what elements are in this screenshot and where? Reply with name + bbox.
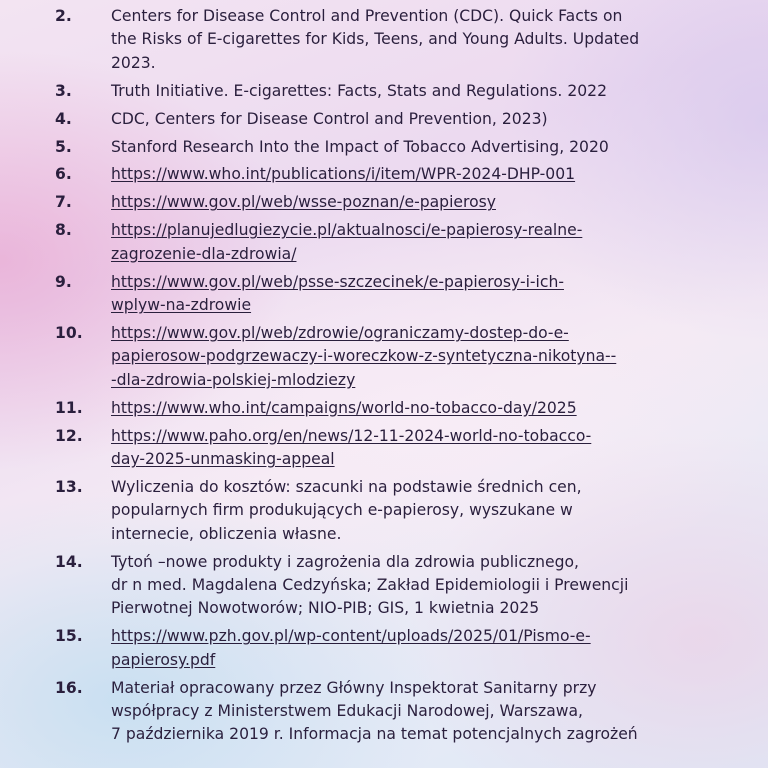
reference-number: 2. [55, 7, 72, 25]
reference-link-line[interactable]: https://www.who.int/campaigns/world-no-tobacco-day/2025 [111, 398, 577, 417]
reference-link[interactable] [111, 271, 728, 318]
reference-link-line[interactable]: papierosow-podgrzewaczy-i-woreczkow-z-syntetyczna-nikotyna-- [111, 347, 617, 366]
reference-item [0, 271, 768, 318]
reference-item [0, 625, 768, 672]
reference-number: 6. [55, 165, 72, 184]
reference-item [0, 677, 768, 747]
reference-link-line[interactable]: https://www.gov.pl/web/psse-szczecinek/e-papierosy-i-ich- [111, 272, 564, 291]
reference-number: 5. [55, 137, 72, 156]
reference-text-line: the Risks of E-cigarettes for Kids, Teens, and Young Adults. Updated [111, 30, 640, 49]
reference-number: 3. [55, 81, 72, 100]
reference-text-line: popularnych firm produkujących e-papierosy, wyszukane w [111, 501, 573, 520]
reference-number: 4. [55, 109, 72, 128]
reference-link-line[interactable]: papierosy.pdf [111, 650, 216, 669]
reference-number: 16. [55, 678, 83, 697]
reference-link[interactable] [111, 322, 728, 392]
reference-item [0, 476, 768, 546]
reference-link-line[interactable]: -dla-zdrowia-polskiej-mlodziezy [111, 370, 356, 389]
reference-number: 15. [55, 627, 83, 646]
reference-link[interactable] [111, 191, 728, 214]
reference-number: 10. [55, 323, 83, 342]
reference-link[interactable] [111, 425, 728, 472]
reference-link-line[interactable]: https://www.who.int/publications/i/item/WPR-2024-DHP-001 [111, 165, 576, 184]
reference-link-line[interactable]: https://planujedlugiezycie.pl/aktualnosci/e-papierosy-realne- [111, 221, 583, 240]
reference-number: 8. [55, 221, 72, 240]
reference-text-line: CDC, Centers for Disease Control and Prevention, 2023) [111, 109, 548, 128]
reference-item [0, 80, 768, 103]
reference-number: 11. [55, 398, 83, 417]
reference-item [0, 191, 768, 214]
reference-item [0, 425, 768, 472]
reference-link-line[interactable]: https://www.pzh.gov.pl/wp-content/uploads/2025/01/Pismo-e- [111, 627, 591, 646]
reference-text-line: współpracy z Ministerstwem Edukacji Narodowej, Warszawa, [111, 701, 584, 720]
reference-link[interactable] [111, 163, 728, 186]
reference-text [111, 136, 728, 159]
reference-text-line: Materiał opracowany przez Główny Inspektorat Sanitarny przy [111, 678, 597, 697]
reference-link[interactable] [111, 397, 728, 420]
reference-text-line: Centers for Disease Control and Prevention (CDC). Quick Facts on [111, 7, 623, 25]
reference-item [0, 551, 768, 621]
reference-link-line[interactable]: https://www.gov.pl/web/zdrowie/ograniczamy-dostep-do-e- [111, 323, 569, 342]
reference-item [0, 5, 768, 75]
reference-item [0, 163, 768, 186]
reference-link-line[interactable]: https://www.paho.org/en/news/12-11-2024-world-no-tobacco- [111, 426, 592, 445]
reference-text [111, 677, 728, 747]
reference-text-line: Stanford Research Into the Impact of Tobacco Advertising, 2020 [111, 137, 609, 156]
reference-link-line[interactable]: https://www.gov.pl/web/wsse-poznan/e-papierosy [111, 193, 496, 212]
reference-text-line: Truth Initiative. E-cigarettes: Facts, Stats and Regulations. 2022 [111, 81, 608, 100]
reference-text [111, 551, 728, 621]
reference-text-line: Tytoń –nowe produkty i zagrożenia dla zdrowia publicznego, [111, 552, 580, 571]
reference-number: 14. [55, 552, 83, 571]
reference-item [0, 136, 768, 159]
reference-number: 13. [55, 477, 83, 496]
reference-number: 9. [55, 272, 72, 291]
reference-text-line: 2023. [111, 53, 156, 72]
reference-number: 12. [55, 426, 83, 445]
reference-text-line: Pierwotnej Nowotworów; NIO-PIB; GIS, 1 kwietnia 2025 [111, 599, 540, 618]
reference-text [111, 5, 728, 75]
reference-link-line[interactable]: zagrozenie-dla-zdrowia/ [111, 244, 297, 263]
reference-text-line: Wyliczenia do kosztów: szacunki na podstawie średnich cen, [111, 477, 582, 496]
reference-text-line: internecie, obliczenia własne. [111, 524, 342, 543]
reference-link-line[interactable]: wplyw-na-zdrowie [111, 295, 252, 314]
reference-link-line[interactable]: day-2025-unmasking-appeal [111, 449, 335, 468]
reference-list [0, 5, 768, 751]
reference-text-line: 7 października 2019 r. Informacja na temat potencjalnych zagrożeń [111, 725, 638, 744]
reference-text [111, 108, 728, 131]
reference-text-line: dr n med. Magdalena Cedzyńska; Zakład Epidemiologii i Prewencji [111, 575, 629, 594]
reference-link[interactable] [111, 625, 728, 672]
reference-number: 7. [55, 193, 72, 212]
reference-link[interactable] [111, 219, 728, 266]
reference-item [0, 397, 768, 420]
reference-text [111, 476, 728, 546]
reference-item [0, 108, 768, 131]
reference-text [111, 80, 728, 103]
reference-item [0, 322, 768, 392]
reference-item [0, 219, 768, 266]
